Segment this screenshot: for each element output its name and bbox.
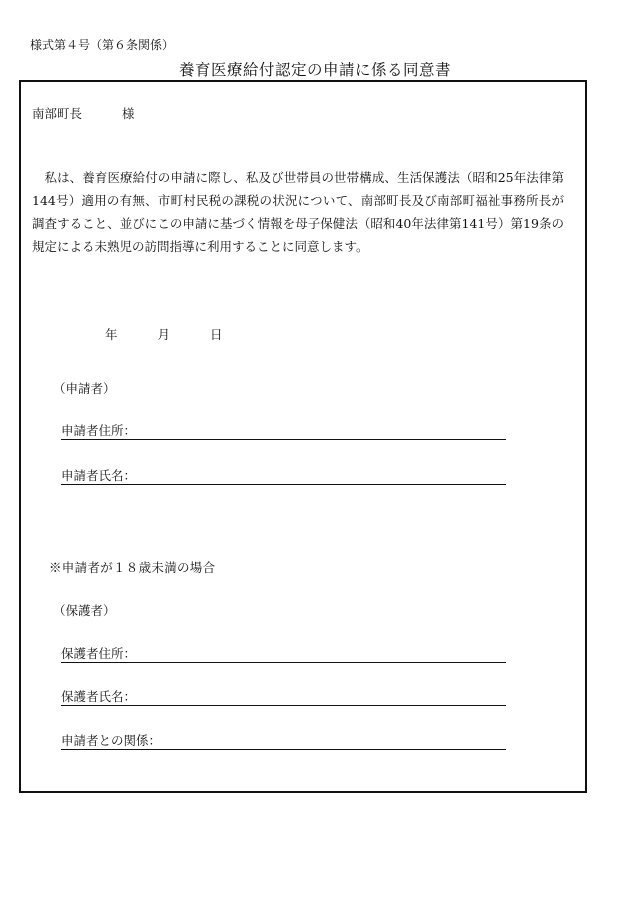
- guardian-section-label: （保護者）: [53, 603, 116, 618]
- applicant-address-label: 申請者住所：: [61, 423, 137, 438]
- applicant-section-label: （申請者）: [53, 381, 116, 396]
- guardian-name-label: 保護者氏名：: [61, 689, 137, 704]
- date-day: 日: [210, 327, 223, 342]
- applicant-name-label: 申請者氏名：: [61, 468, 137, 483]
- addressee-honorific: 様: [122, 106, 135, 121]
- relation-label: 申請者との関係：: [61, 733, 162, 748]
- consent-statement: 私は、養育医療給付の申請に際し、私及び世帯員の世帯構成、生活保護法（昭和25年法律第144号）適用の有無、市町村民税の課税の状況について、南部町長及び南部町福祉事務所長が調査すること、並びにこの申請に基づく情報を母子保健法（昭和40年法律第141号）第19条の規定による未熟児の訪問指導に利用することに同意します。: [32, 170, 564, 254]
- date-year: 年: [105, 327, 118, 342]
- date-line: [105, 325, 223, 343]
- form-number: 様式第４号（第６条関係）: [30, 38, 175, 52]
- minor-applicant-note: ※申請者が１８歳未満の場合: [49, 560, 216, 575]
- addressee-name: 南部町長: [32, 106, 83, 121]
- applicant-address-field[interactable]: [61, 422, 506, 440]
- relation-to-applicant-field[interactable]: [61, 732, 506, 750]
- addressee: [32, 104, 135, 122]
- applicant-name-field[interactable]: [61, 467, 506, 485]
- date-month: 月: [157, 327, 171, 342]
- guardian-address-label: 保護者住所：: [61, 646, 137, 661]
- guardian-address-field[interactable]: [61, 645, 506, 663]
- guardian-name-field[interactable]: [61, 688, 506, 706]
- document-title: 養育医療給付認定の申請に係る同意書: [178, 61, 451, 79]
- consent-form-frame: [19, 80, 587, 793]
